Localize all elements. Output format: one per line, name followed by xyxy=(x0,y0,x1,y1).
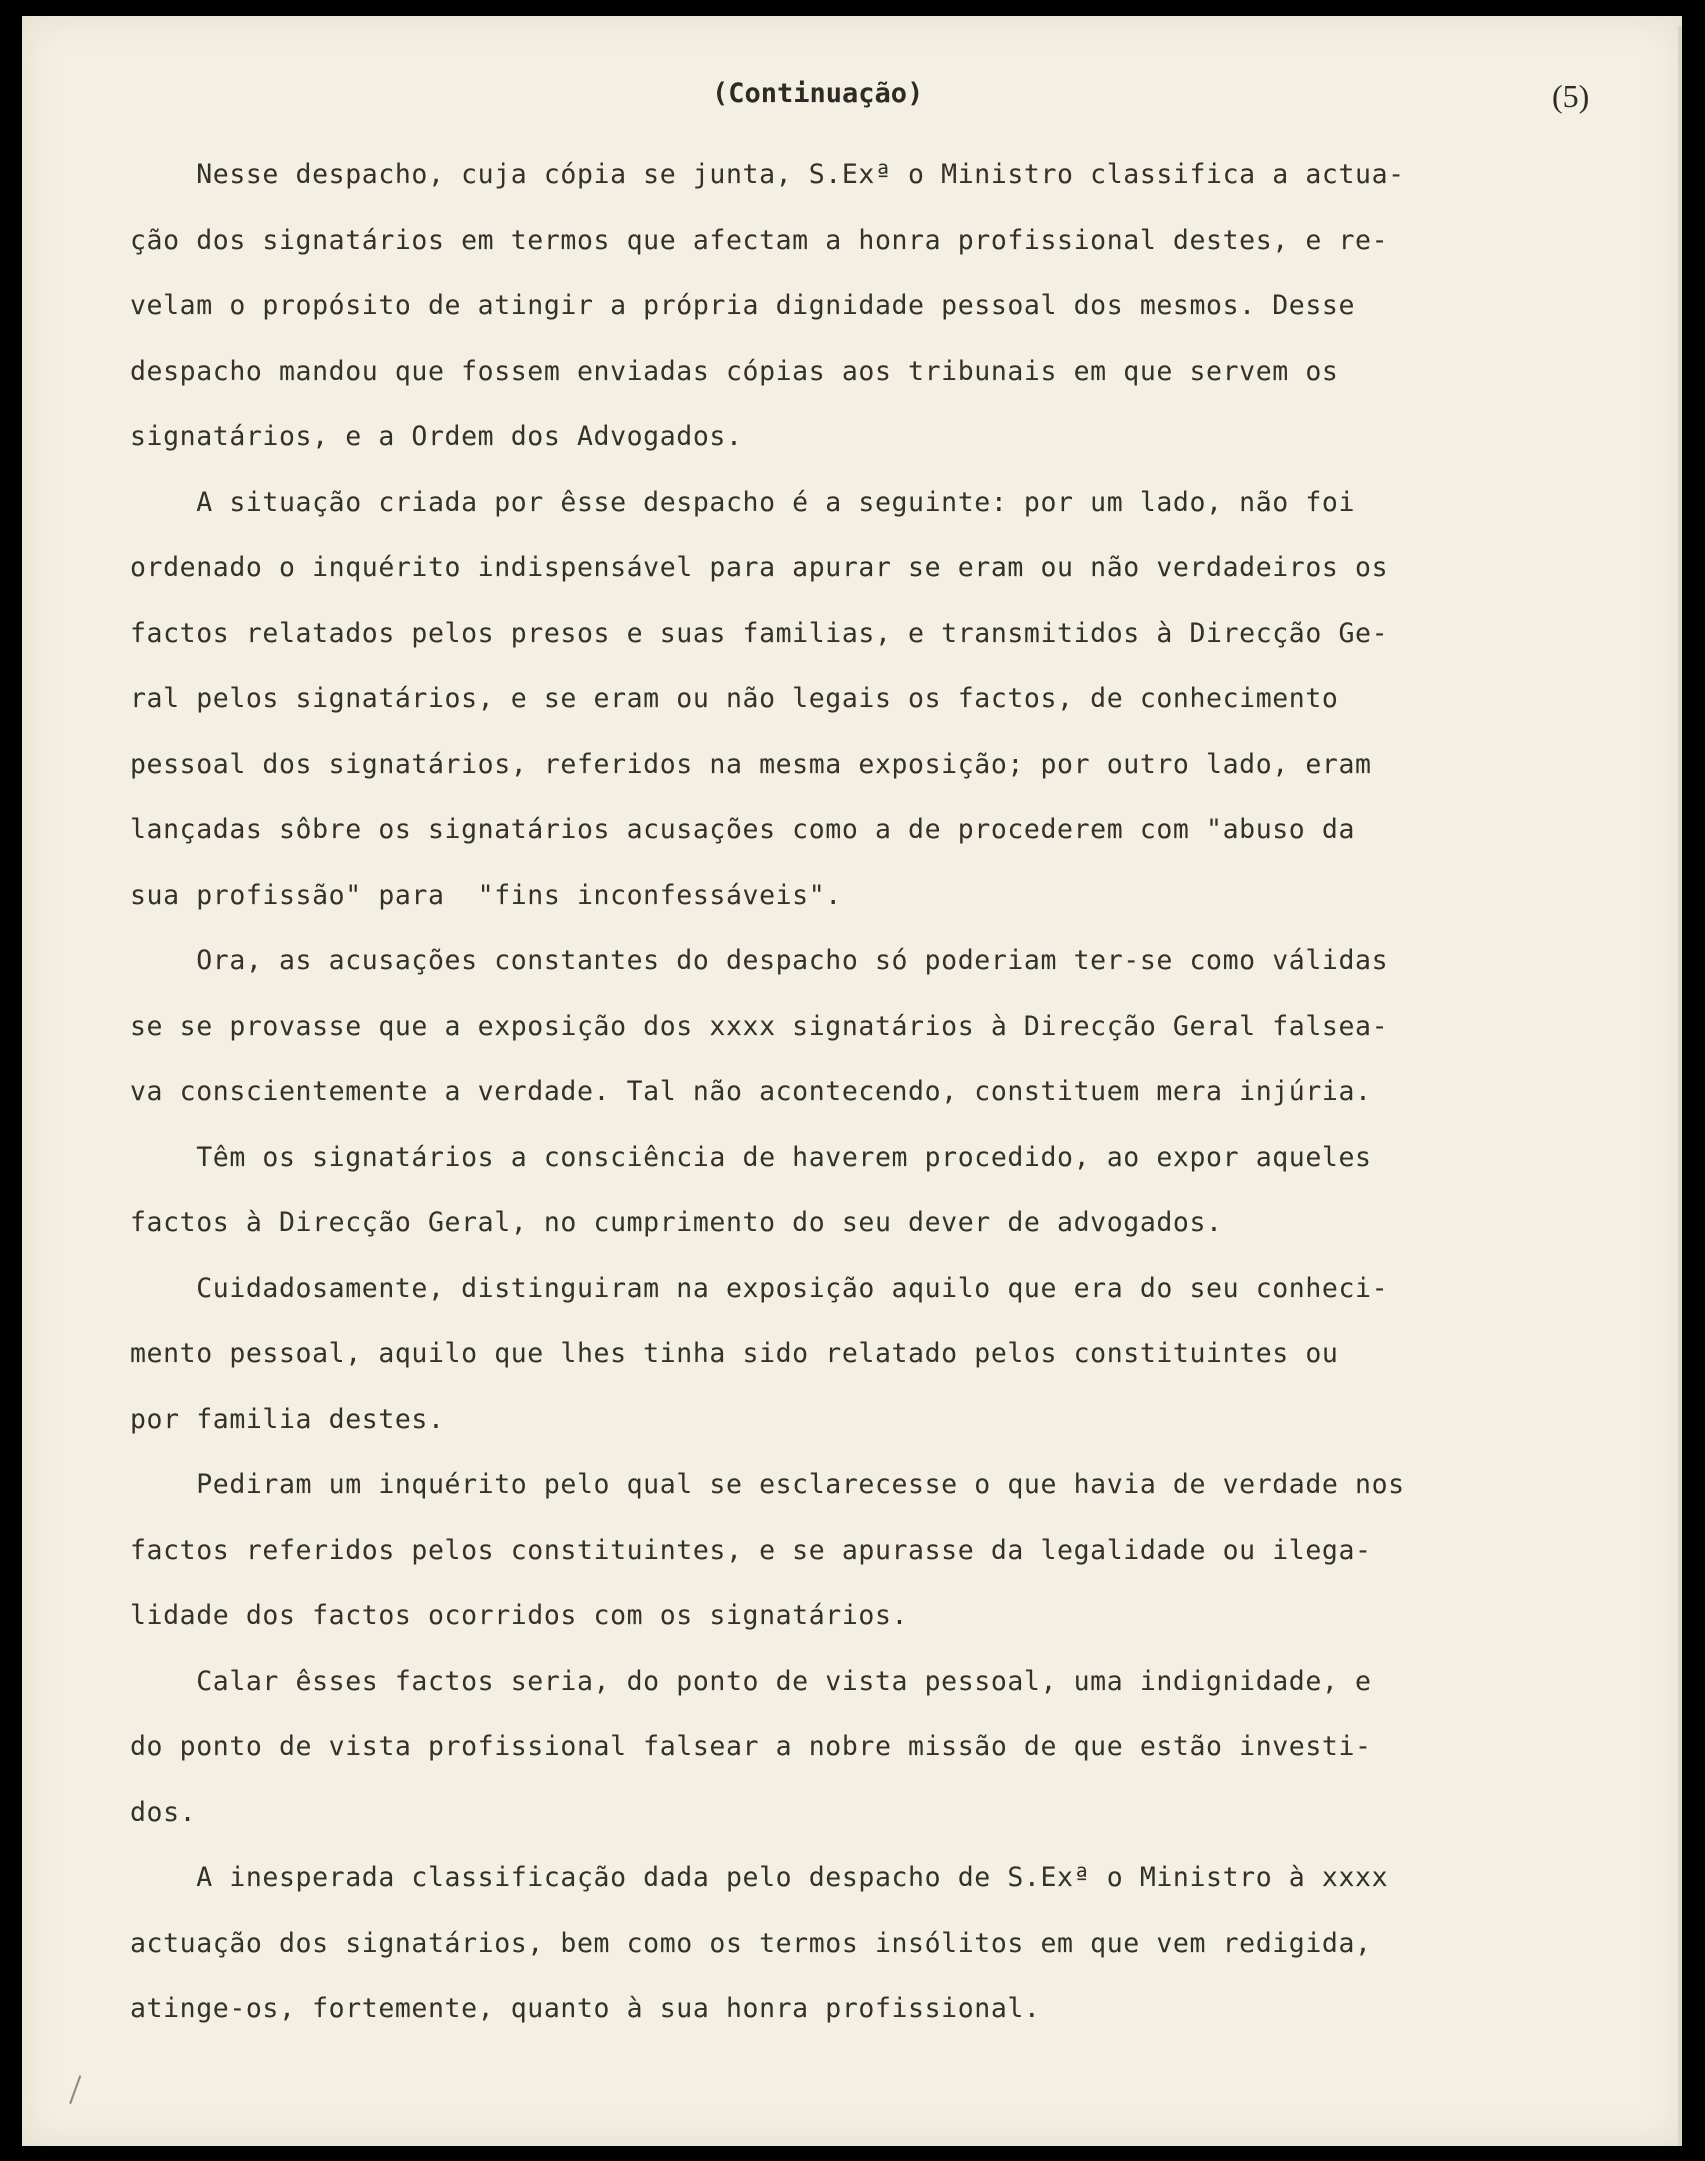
text-line: Calar êsses factos seria, do ponto de vista pessoal, uma indignidade, e xyxy=(130,1665,1372,1697)
text-line: mento pessoal, aquilo que lhes tinha sido relatado pelos constituintes ou xyxy=(130,1338,1339,1369)
paragraph-4 xyxy=(130,1125,1690,1256)
text-line: signatários, e a Ordem dos Advogados. xyxy=(130,421,743,452)
text-line: factos à Direcção Geral, no cumprimento do seu dever de advogados. xyxy=(130,1207,1223,1238)
text-line: actuação dos signatários, bem como os termos insólitos em que vem redigida, xyxy=(130,1927,1372,1959)
paragraph-3 xyxy=(130,928,1690,1125)
paragraph-2 xyxy=(130,470,1690,929)
text-line: velam o propósito de atingir a própria dignidade pessoal dos mesmos. Desse xyxy=(130,290,1356,321)
text-line: factos relatados pelos presos e suas familias, e transmitidos à Direcção Ge- xyxy=(130,617,1389,649)
text-line: ral pelos signatários, e se eram ou não legais os factos, de conhecimento xyxy=(130,683,1339,714)
text-line: pessoal dos signatários, referidos na mesma exposição; por outro lado, eram xyxy=(130,748,1372,780)
text-line: ção dos signatários em termos que afectam a honra profissional destes, e re- xyxy=(130,224,1389,256)
page-number: (5) xyxy=(1552,78,1590,114)
text-line: dos. xyxy=(130,1796,197,1828)
text-line: se se provasse que a exposição dos xxxx signatários à Direcção Geral falsea- xyxy=(130,1010,1389,1042)
document-body xyxy=(130,142,1690,2042)
text-line: despacho mandou que fossem enviadas cópias aos tribunais em que servem os xyxy=(130,355,1339,387)
paragraph-8 xyxy=(130,1845,1690,2042)
text-line: Nesse despacho, cuja cópia se junta, S.Exª o Ministro classifica a actua- xyxy=(130,159,1405,190)
text-line: Cuidadosamente, distinguiram na exposição aquilo que era do seu conheci- xyxy=(130,1272,1389,1304)
text-line: do ponto de vista profissional falsear a nobre missão de que estão investi- xyxy=(130,1731,1372,1762)
text-line: lidade dos factos ocorridos com os signatários. xyxy=(130,1600,909,1631)
text-line: factos referidos pelos constituintes, e se apurasse da legalidade ou ilega- xyxy=(130,1534,1372,1566)
paragraph-1 xyxy=(130,142,1690,470)
document-page xyxy=(22,16,1682,2146)
paragraph-6 xyxy=(130,1452,1690,1649)
text-line: lançadas sôbre os signatários acusações como a de procederem com "abuso da xyxy=(130,814,1356,845)
text-line: A inesperada classificação dada pelo despacho de S.Exª o Ministro à xxxx xyxy=(130,1862,1389,1893)
text-line: va conscientemente a verdade. Tal não acontecendo, constituem mera injúria. xyxy=(130,1076,1372,1107)
text-line: A situação criada por êsse despacho é a seguinte: por um lado, não foi xyxy=(130,486,1356,518)
paragraph-5 xyxy=(130,1256,1690,1453)
text-line: Pediram um inquérito pelo qual se esclarecesse o que havia de verdade nos xyxy=(130,1469,1405,1500)
pencil-mark xyxy=(69,2075,89,2107)
text-line: sua profissão" para "fins inconfessáveis". xyxy=(130,879,842,911)
text-line: atinge-os, fortemente, quanto à sua honra profissional. xyxy=(130,1993,1041,2024)
text-line: por familia destes. xyxy=(130,1403,445,1435)
text-line: Têm os signatários a consciência de haverem procedido, ao expor aqueles xyxy=(130,1141,1372,1173)
page-header xyxy=(22,78,1682,128)
header-title: (Continuação) xyxy=(712,78,924,109)
text-line: Ora, as acusações constantes do despacho só poderiam ter-se como válidas xyxy=(130,945,1389,976)
text-line: ordenado o inquérito indispensável para apurar se eram ou não verdadeiros os xyxy=(130,552,1389,583)
paragraph-7 xyxy=(130,1649,1690,1846)
